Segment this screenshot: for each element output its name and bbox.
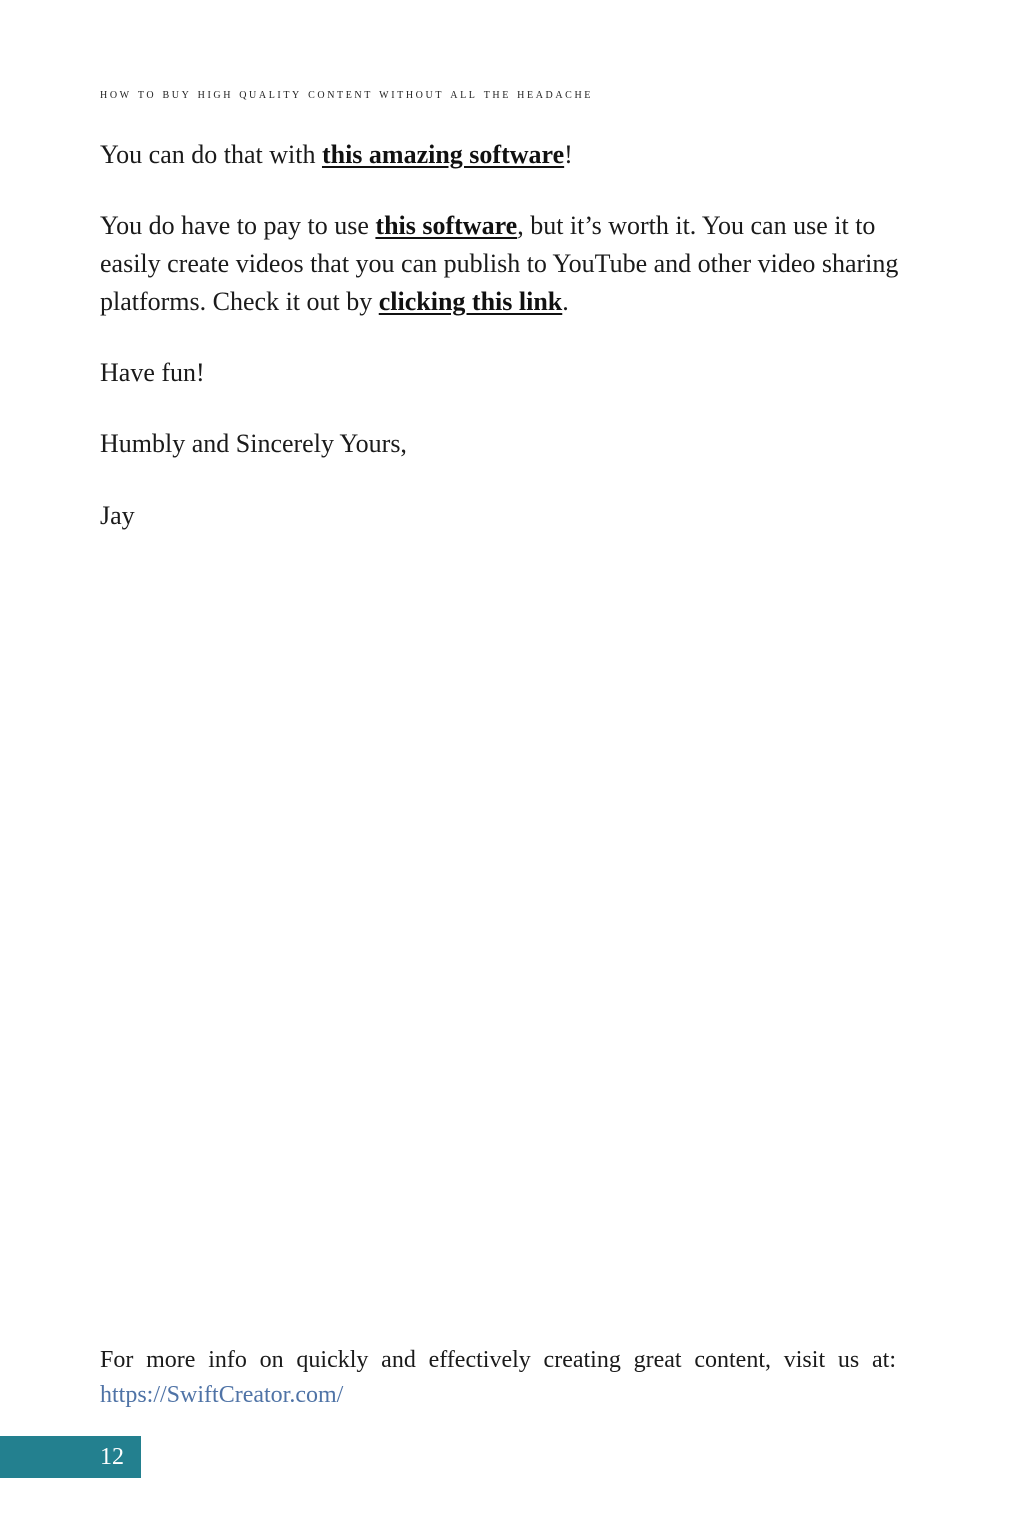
running-header: how to buy high quality content without all the headache (100, 86, 593, 102)
paragraph-signature-name: Jay (100, 501, 135, 530)
paragraph-have-fun: Have fun! (100, 358, 205, 387)
text-segment: ! (564, 140, 573, 169)
text-segment: You do have to pay to use (100, 211, 376, 240)
text-segment: You can do that with (100, 140, 322, 169)
amazing-software-link[interactable]: this amazing software (321, 140, 565, 169)
this-software-link[interactable]: this software (375, 211, 518, 240)
page-number: 12 (100, 1444, 124, 1470)
text-segment: , but it’s worth it. You can use it to easily create videos that you can publish to YouTube and other video sharing platforms. Check it out by (100, 211, 899, 316)
text-segment: . (562, 287, 569, 316)
clicking-this-link[interactable]: clicking this link (378, 287, 563, 316)
footer-url-link[interactable]: https://SwiftCreator.com/ (100, 1382, 344, 1408)
footer-note: For more info on quickly and effectively creating great content, visit us at: (100, 1347, 896, 1373)
paragraph-sign-off: Humbly and Sincerely Yours, (100, 429, 407, 458)
paragraph-software-intro (100, 136, 900, 174)
paragraph-software-details (100, 207, 900, 321)
